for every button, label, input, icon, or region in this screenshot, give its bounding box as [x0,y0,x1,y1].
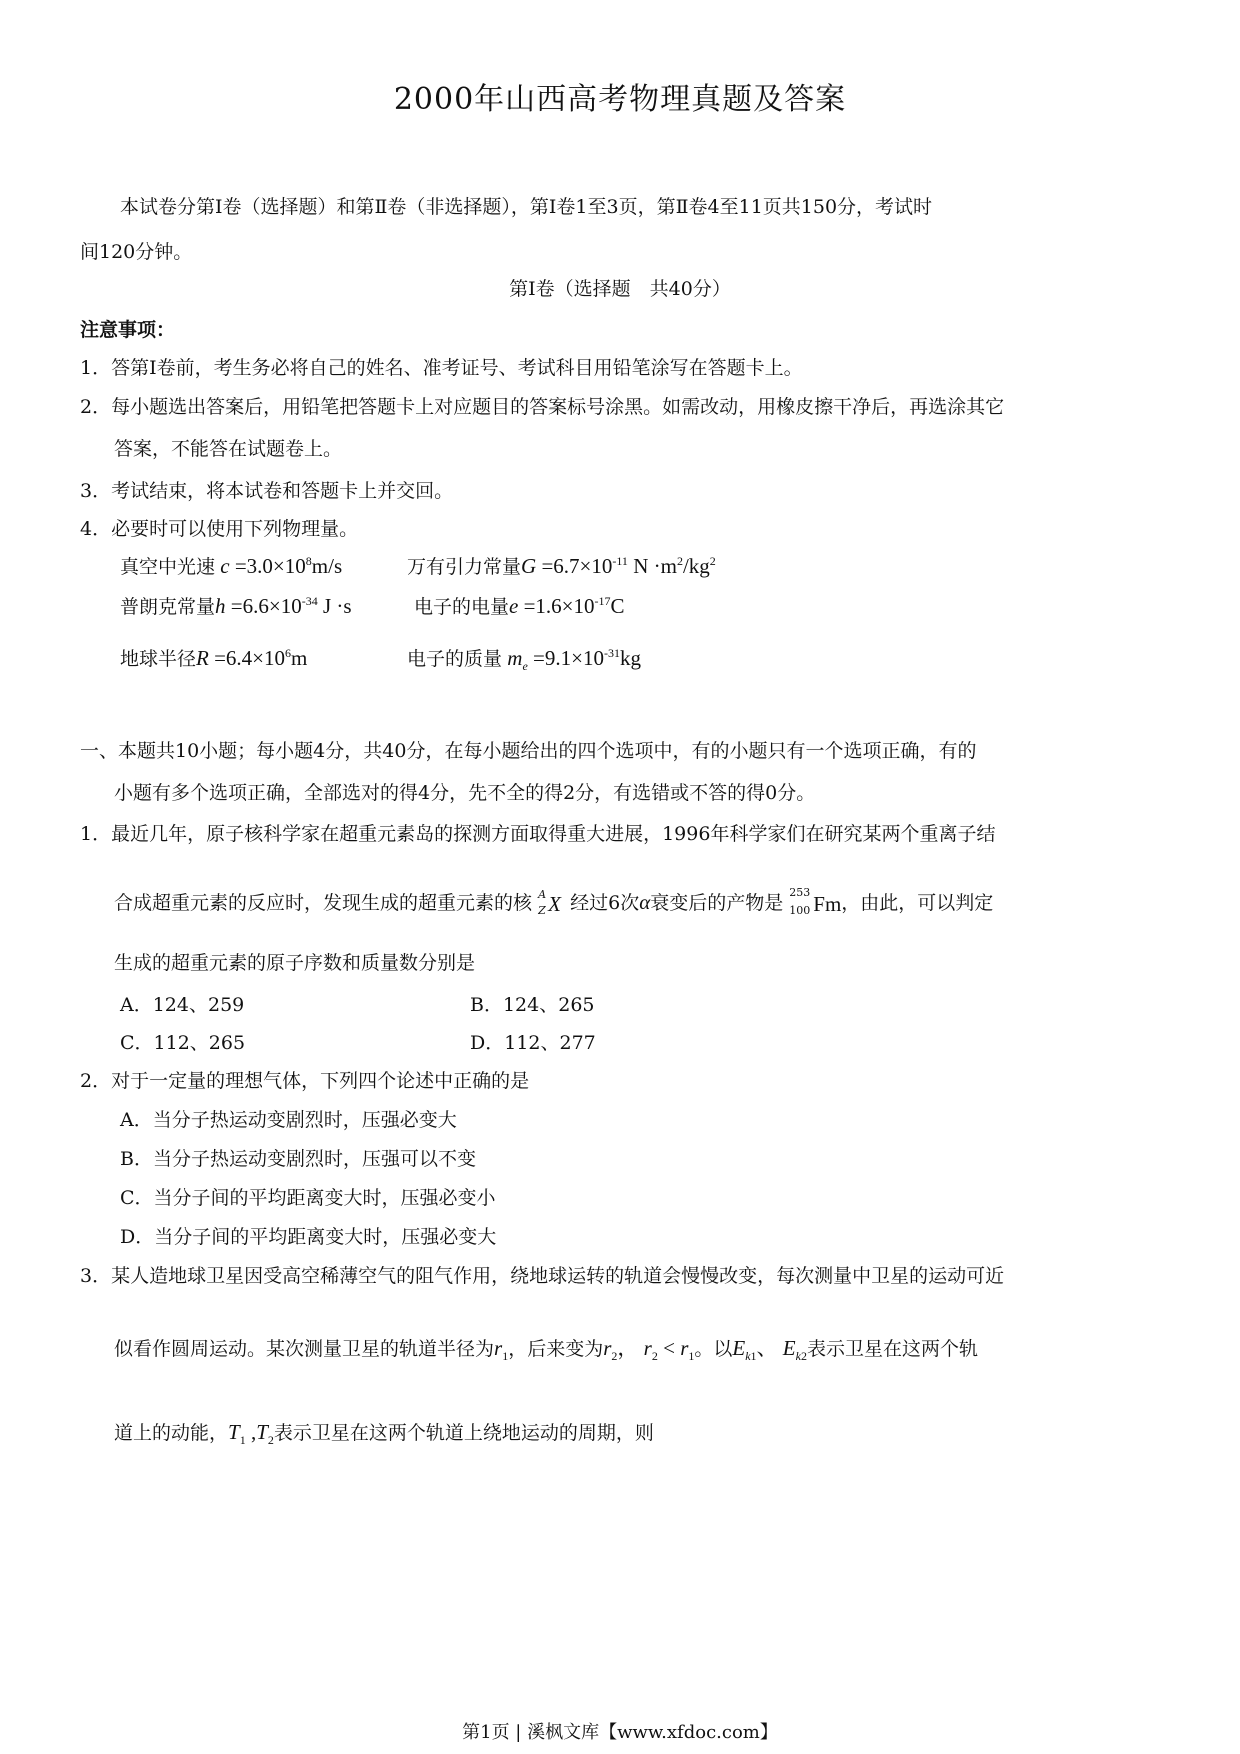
constant-c-formula: $c =3.0\times 10^8m/s$ [220,554,343,578]
q3-line-2-part-a: 似看作圆周运动。某次测量卫星的轨道半径为 [114,1338,495,1360]
q1-line-2-part-b: 经过6次 [570,892,640,914]
section1-line-1: 一、本题共10小题；每小题4分，共40分，在每小题给出的四个选项中，有的小题只有一个选项正确，有的 [80,740,977,762]
constant-g-formula: $G =6.7\times 10^{-11}$ $N \cdot m^2/kg^2$ [521,554,716,578]
r2-compare: $r_2$， $r_2 < r_1$ [603,1336,695,1364]
constant-me-formula: $m_e =9.1\times 10^{-31}kg$ [507,646,641,674]
section1-line-2: 小题有多个选项正确，全部选对的得4分，先不全的得2分，有选错或不答的得0分。 [114,782,816,804]
alpha-symbol: α [639,890,651,914]
ek-symbols: $E_{k1}$、 $E_{k2}$ [732,1336,807,1364]
constant-e-label: 电子的电量 [414,596,510,618]
constant-h [120,592,352,619]
constant-me-label: 电子的质量 [407,648,503,670]
q3-line-2-part-b: ，后来变为 [508,1338,604,1360]
q1-line-3: 生成的超重元素的原子序数和质量数分别是 [114,952,476,974]
q2-stem: 2．对于一定量的理想气体，下列四个论述中正确的是 [80,1070,530,1092]
constant-c-label: 真空中光速 [120,556,216,578]
constant-e-formula: $e =1.6\times 10^{-17}C$ [509,594,625,618]
q3-line-1: 3．某人造地球卫星因受高空稀薄空气的阻气作用，绕地球运转的轨道会慢慢改变，每次测量中卫星的运动可近 [80,1265,1005,1287]
q1-option-d: D．112、277 [470,1032,596,1054]
note-2: 2．每小题选出答案后，用铅笔把答题卡上对应题目的答案标号涂黑。如需改动，用橡皮擦干净后，再选涂其它 [80,396,1005,418]
q1-line-1: 1．最近几年，原子核科学家在超重元素岛的探测方面取得重大进展，1996年科学家们在研究某两个重离子结 [80,823,996,845]
q2-option-a: A．当分子热运动变剧烈时，压强必变大 [120,1109,457,1131]
constant-me [407,644,641,674]
page-title: 2000年山西高考物理真题及答案 [393,82,847,117]
q3-line-3-part-a: 道上的动能， [114,1422,229,1444]
constant-r [120,644,307,671]
q3-line-3 [114,1418,654,1448]
constant-e [414,592,625,619]
constant-r-formula: $R =6.4\times 10^6m$ [196,646,308,670]
nuclide-fm: 253 100 Fm [789,886,842,917]
note-4: 4．必要时可以使用下列物理量。 [80,518,359,540]
constant-h-label: 普朗克常量 [120,596,216,618]
q1-line-2-part-d: ，由此，可以判定 [841,892,994,914]
q3-line-2-part-d: 表示卫星在这两个轨 [806,1338,978,1360]
intro-line-1: 本试卷分第Ⅰ卷（选择题）和第Ⅱ卷（非选择题），第Ⅰ卷1至3页，第Ⅱ卷4至11页共150分，考试时 [120,196,933,218]
q1-option-a: A．124、259 [120,994,245,1016]
constant-g-label: 万有引力常量 [407,556,522,578]
q1-option-b: B．124、265 [470,994,595,1016]
r1-symbol: $r_1$ [494,1336,509,1364]
constant-g [407,552,716,579]
part1-title: 第Ⅰ卷（选择题 共40分） [509,278,731,300]
q2-option-c: C．当分子间的平均距离变大时，压强必变小 [120,1187,496,1209]
period-symbols: $T_1$ $,T_2$ [228,1420,274,1448]
nuclide-x: A Z X [538,888,561,917]
q1-line-2-part-a: 合成超重元素的反应时，发现生成的超重元素的核 [114,892,533,914]
constant-c [120,552,342,579]
q1-line-2-part-c: 衰变后的产物是 [650,892,784,914]
note-1: 1．答第Ⅰ卷前，考生务必将自己的姓名、准考证号、考试科目用铅笔涂写在答题卡上。 [80,357,803,379]
notes-heading: 注意事项： [80,319,176,341]
q3-line-3-part-b: 表示卫星在这两个轨道上绕地运动的周期，则 [273,1422,654,1444]
q3-line-2-part-c: 。以 [694,1338,733,1360]
q1-line-2 [114,888,993,915]
q2-option-b: B．当分子热运动变剧烈时，压强可以不变 [120,1148,476,1170]
intro-line-2: 间120分钟。 [80,241,193,263]
note-3: 3．考试结束，将本试卷和答题卡上并交回。 [80,480,454,502]
q2-option-d: D．当分子间的平均距离变大时，压强必变大 [120,1226,497,1248]
q1-option-c: C．112、265 [120,1032,246,1054]
note-2-continued: 答案，不能答在试题卷上。 [114,438,343,460]
constant-h-formula: $h =6.6\times 10^{-34}$ J ·s [215,594,352,618]
q3-line-2 [114,1332,978,1364]
page-footer: 第1页 | 溪枫文库【www.xfdoc.com】 [462,1722,778,1743]
constant-r-label: 地球半径 [120,648,197,670]
